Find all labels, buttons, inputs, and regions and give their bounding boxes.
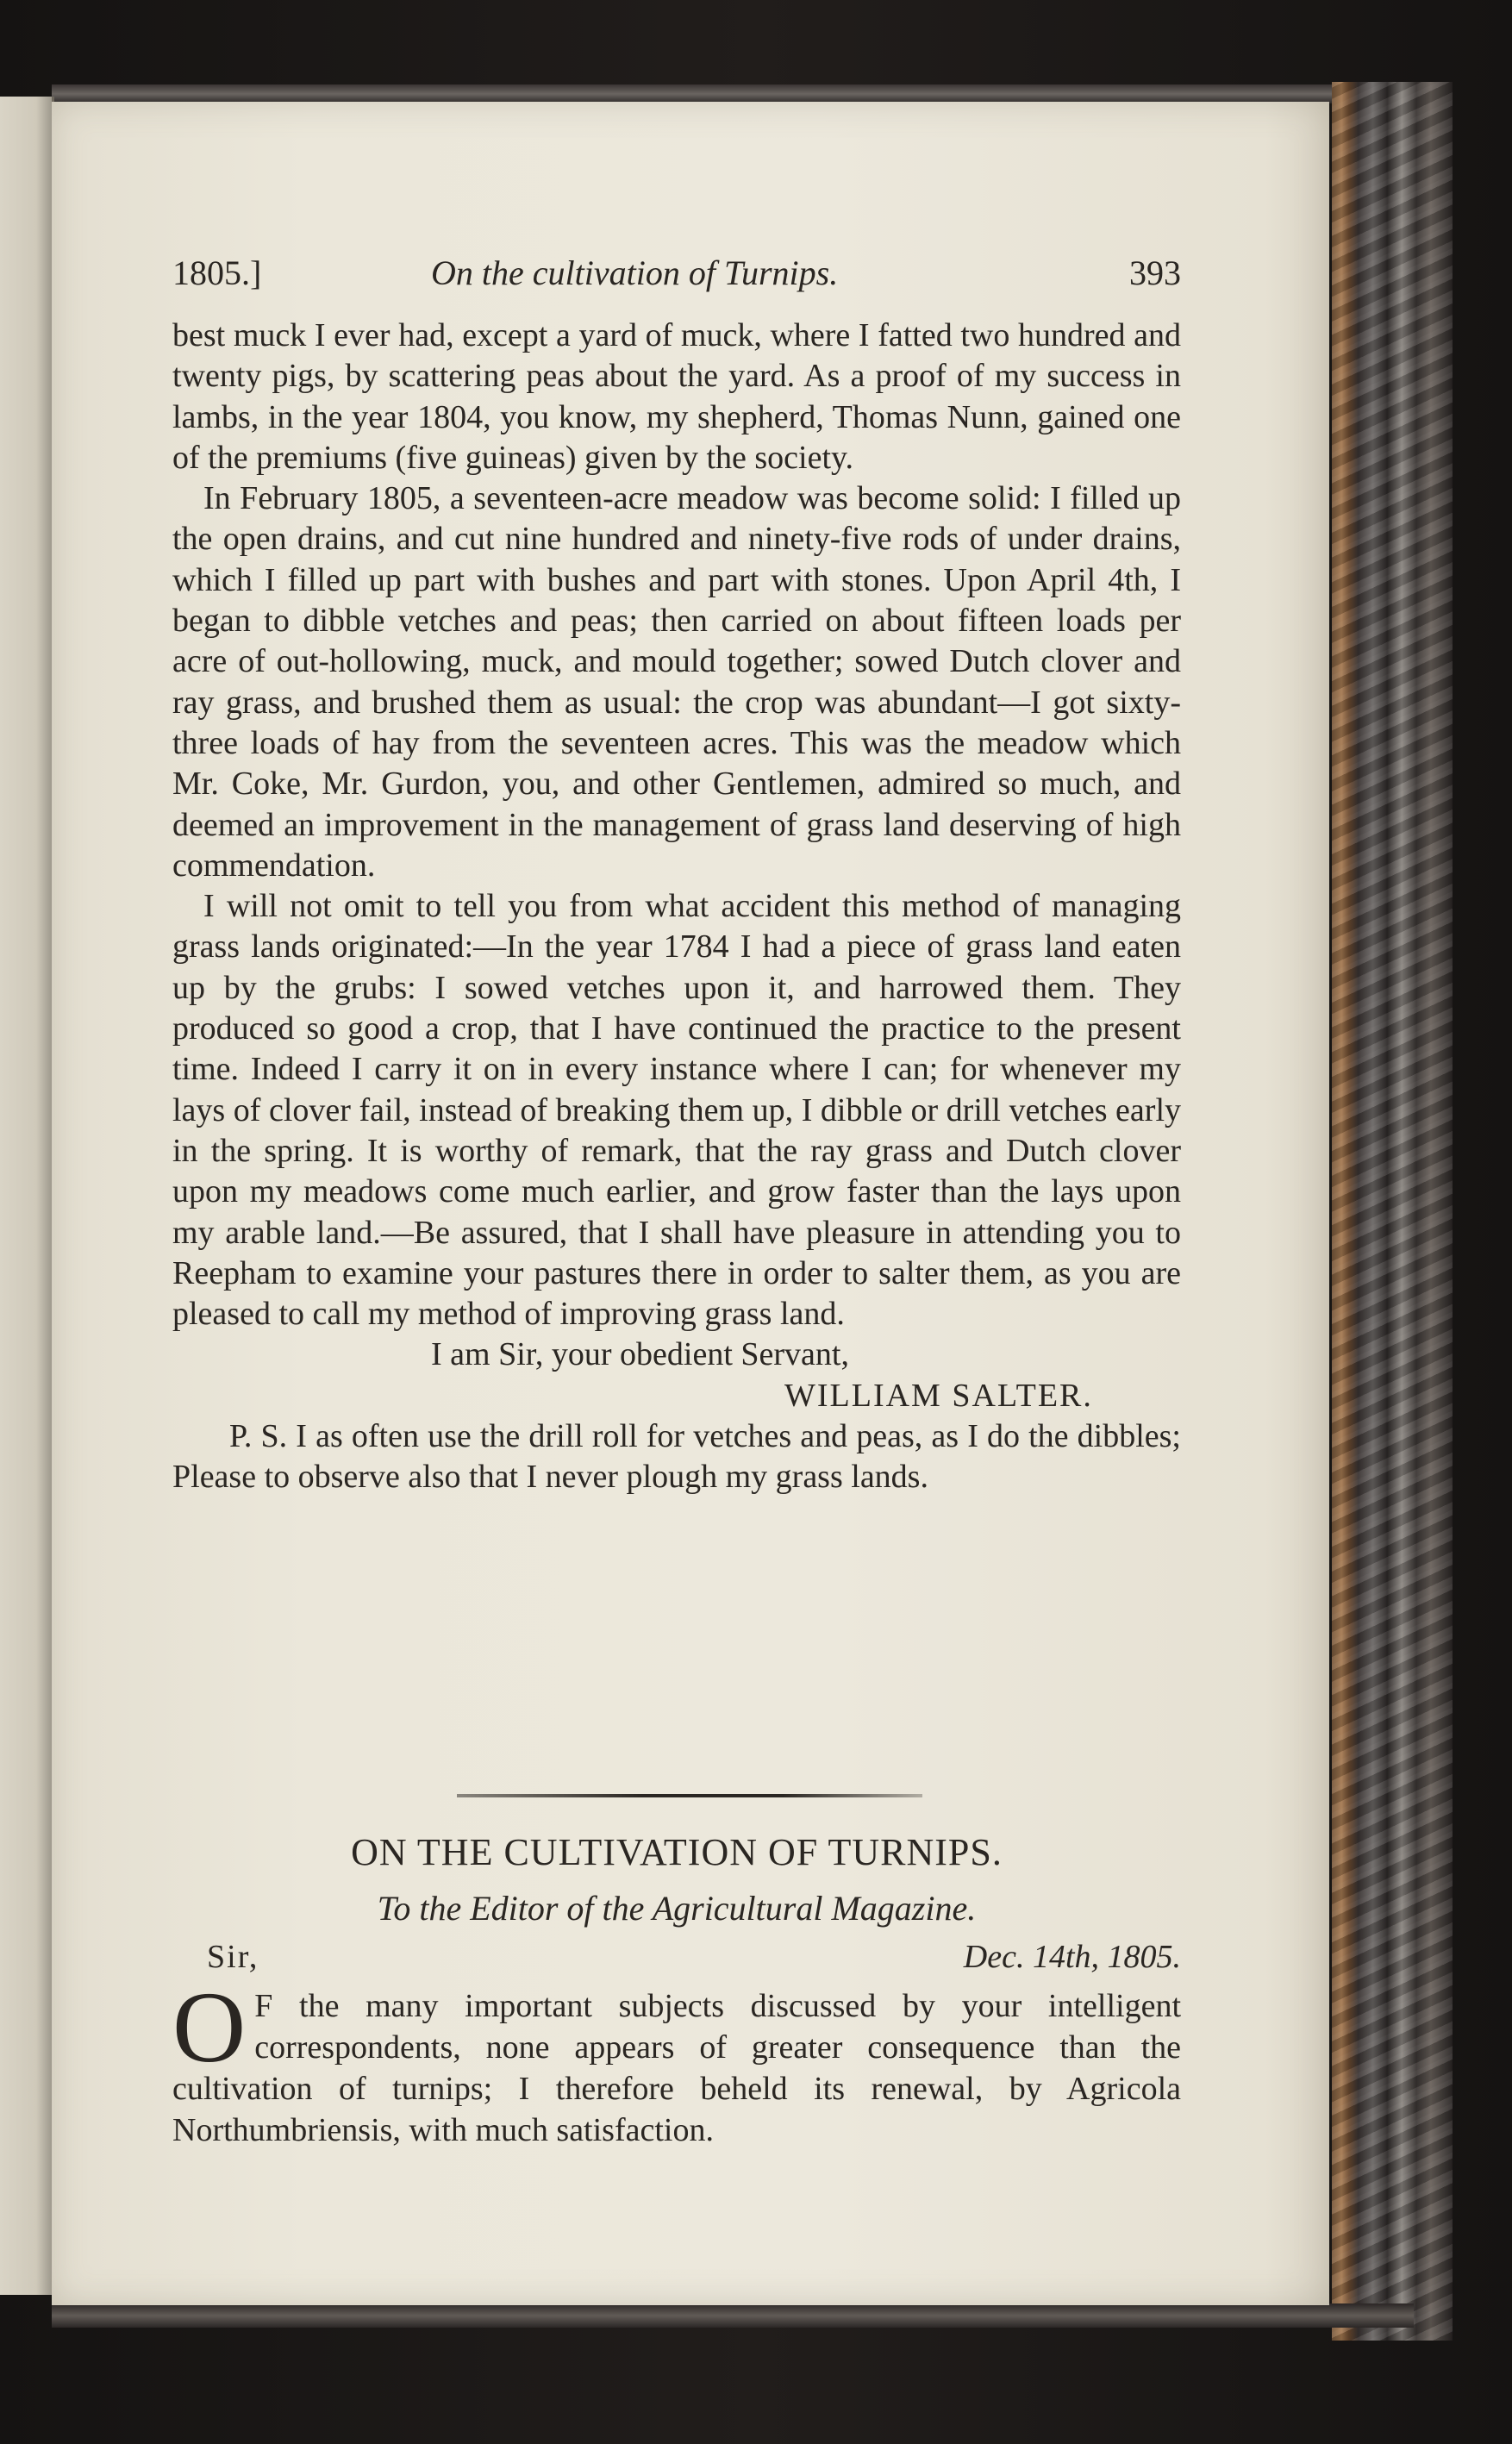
book-page — [52, 102, 1329, 2305]
section-divider — [457, 1794, 922, 1797]
paragraph: In February 1805, a seventeen-acre meadow was become solid: I filled up the open drains, and cut nine hundred and ninety-five rods of under drains, which I filled up part with bushes and part with stones. Upon April 4th, I began to dibble vetches and peas; then carried on about fifteen loads per acre of out-hollowing, muck, and mould together; sowed Dutch clover and ray grass, and brushed them as usual: the crop was abundant—I got sixty-three loads of hay from the seventeen acres. This was the meadow which Mr. Coke, Mr. Gurdon, you, and other Gentlemen, admired so much, and deemed an improvement in the management of grass land deserving of high commendation. — [172, 480, 1181, 884]
letter-body — [172, 316, 1181, 1498]
salutation-line — [172, 1938, 1181, 1981]
article-opening — [172, 1971, 1181, 2151]
drop-cap: O — [172, 1971, 247, 2084]
paragraph: best muck I ever had, except a yard of muck, where I fatted two hundred and twenty pigs, by scattering peas about the yard. As a proof of my success in lambs, in the year 1804, you know, my shepherd, Thomas Nunn, gained one of the premiums (five guineas) given by the society. — [172, 317, 1181, 476]
marbled-fore-edge — [1332, 82, 1453, 2341]
facing-page-edge — [0, 97, 54, 2295]
header-title: On the cultivation of Turnips. — [431, 253, 839, 292]
letter-closing: I am Sir, your obedient Servant, — [431, 1336, 849, 1373]
marble-pattern — [1332, 82, 1453, 2341]
header-year: 1805.] — [172, 253, 262, 292]
letter-signature: WILLIAM SALTER. — [784, 1377, 1093, 1414]
article-title: ON THE CULTIVATION OF TURNIPS. — [351, 1831, 1003, 1873]
running-head — [172, 253, 1181, 304]
opening-paragraph: F the many important subjects discussed by your intelligent correspondents, none appears of greater consequence than the cultivation of turnips; I therefore beheld its renewal, by Agricola Northumbriensis, with much satisfaction. — [172, 1988, 1181, 2148]
page-number: 393 — [1129, 253, 1181, 292]
top-edge — [52, 84, 1414, 103]
article-address: To the Editor of the Agricultural Magazine. — [377, 1889, 977, 1928]
paragraph: I will not omit to tell you from what accident this method of managing grass lands originated:—In the year 1784 I had a piece of grass land eaten up by the grubs: I sowed vetches upon it, and harrowed them. They produced so good a crop, that I have continued the practice to the present time. Indeed I carry it on in every instance where I can; for whenever my lays of clover fail, instead of breaking them up, I dibble or drill vetches early in the spring. It is worthy of remark, that the ray grass and Dutch clover upon my meadows come much earlier, and grow faster than the lays upon my arable land.—Be assured, that I shall have pleasure in attending you to Reepham to examine your pastures there in order to salter them, as you are pleased to call my method of improving grass land. — [172, 888, 1181, 1333]
letter-date: Dec. 14th, 1805. — [963, 1939, 1181, 1975]
bottom-edge — [52, 2303, 1414, 2328]
postscript: P. S. I as often use the drill roll for vetches and peas, as I do the dibbles; Please to observe also that I never plough my grass lands. — [172, 1418, 1181, 1496]
salutation: Sir, — [207, 1939, 259, 1975]
